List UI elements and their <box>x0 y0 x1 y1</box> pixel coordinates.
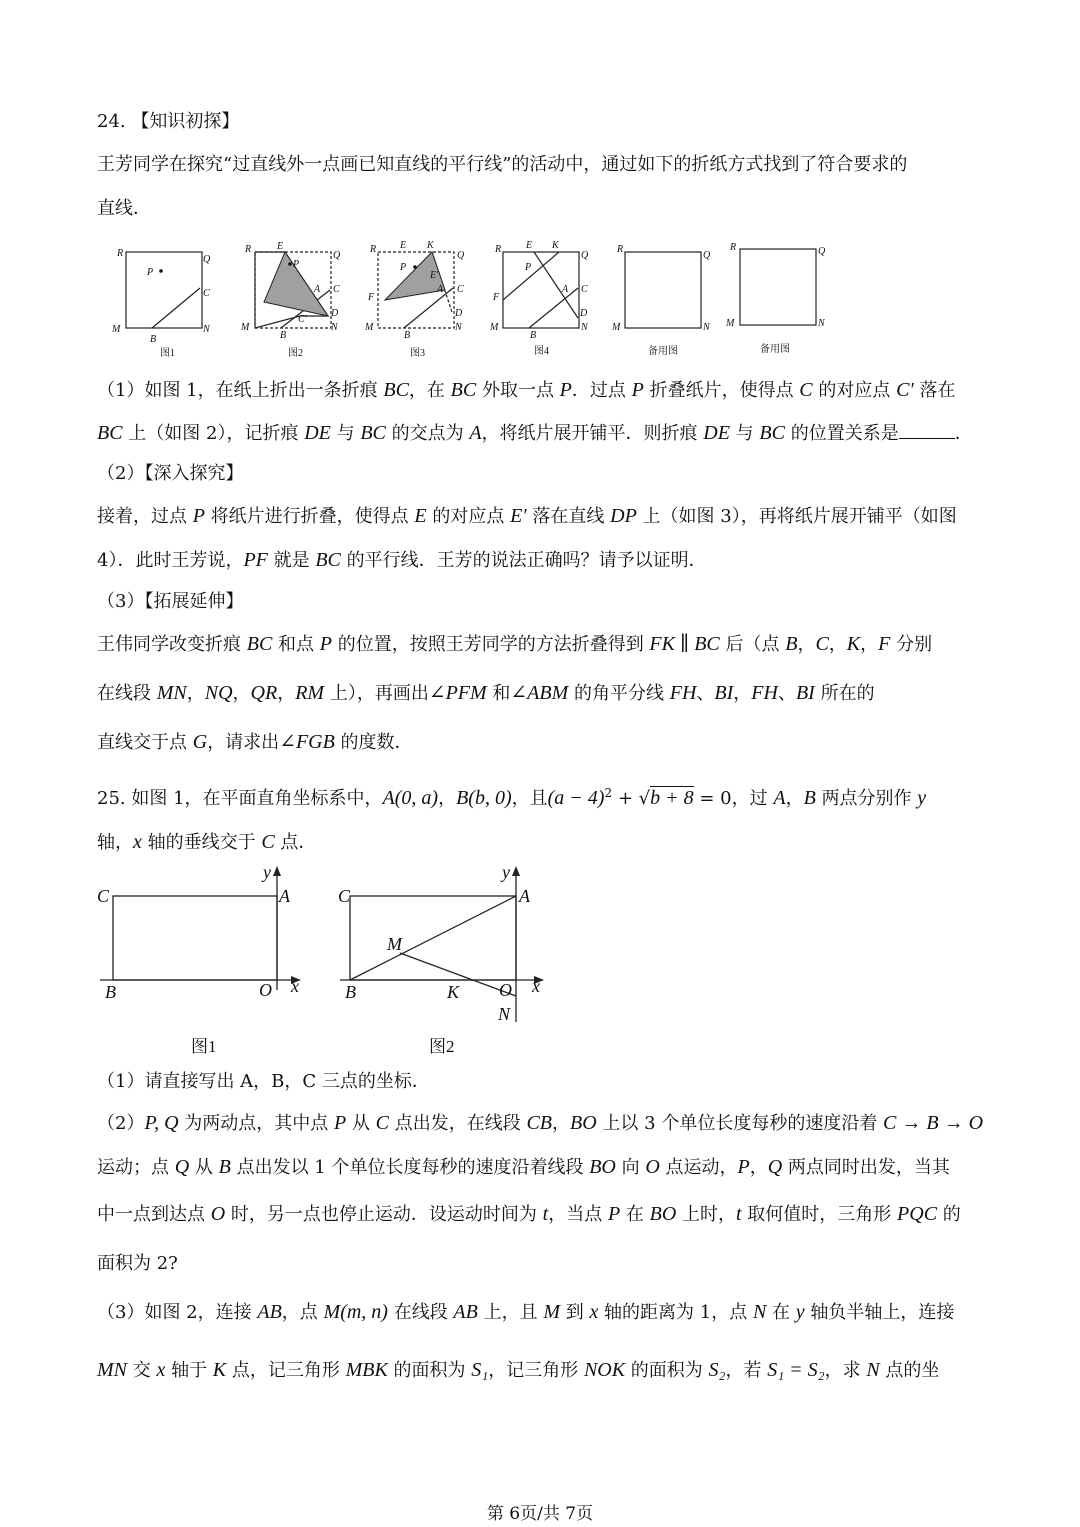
svg-text:图1: 图1 <box>160 348 175 359</box>
svg-text:N: N <box>498 1004 511 1024</box>
svg-text:C: C <box>581 284 588 295</box>
svg-text:F: F <box>368 292 375 303</box>
q25-sub2-line3: 中一点到达点 O 时，另一点也停止运动．设运动时间为 t，当点 P 在 BO 上时，t 取何值时，三角形 PQC 的 <box>97 1203 961 1225</box>
spare-square-2 <box>740 249 816 325</box>
fig1-square <box>126 252 202 328</box>
q24-intro-line1: 王芳同学在探究“过直线外一点画已知直线的平行线”的活动中，通过如下的折纸方式找到了符合要求的 <box>97 154 908 175</box>
svg-text:备用图: 备用图 <box>648 346 678 357</box>
q24-part3-line3: 直线交于点 G，请求出∠FGB 的度数． <box>97 731 413 753</box>
q24-header <box>97 110 239 134</box>
q24-intro-line2: 直线． <box>97 198 151 219</box>
svg-text:E: E <box>400 240 407 251</box>
q25-figures <box>95 862 565 1062</box>
svg-text:C: C <box>203 288 210 299</box>
svg-text:K: K <box>427 240 434 251</box>
svg-text:M: M <box>241 322 250 333</box>
svg-text:C: C <box>338 886 351 906</box>
q24-part2-line2: 4）．此时王芳说，PF 就是 BC 的平行线．王芳的说法正确吗？请予以证明． <box>97 549 707 571</box>
svg-text:A: A <box>279 886 290 906</box>
svg-text:R: R <box>370 244 377 255</box>
fig2-point-p <box>288 262 292 266</box>
svg-text:E′: E′ <box>430 270 439 281</box>
svg-text:E: E <box>526 240 533 251</box>
fig1-y-arrow <box>273 866 281 876</box>
svg-text:C: C <box>457 284 464 295</box>
svg-text:图2: 图2 <box>429 1037 455 1056</box>
svg-text:D: D <box>580 308 588 319</box>
fig4-line-de <box>534 252 578 318</box>
svg-text:R: R <box>117 248 124 259</box>
svg-text:C: C <box>333 284 340 295</box>
svg-text:M: M <box>112 324 121 335</box>
svg-text:M: M <box>387 934 402 954</box>
q25-sub3-line1: （3）如图 2，连接 AB，点 M(m, n) 在线段 AB 上，且 M 到 x 轴的距离为 1，点 N 在 y 轴负半轴上，连接 <box>97 1301 955 1323</box>
svg-text:图1: 图1 <box>191 1037 217 1056</box>
svg-text:B: B <box>404 330 411 341</box>
svg-text:D: D <box>455 308 463 319</box>
svg-text:备用图: 备用图 <box>760 344 790 355</box>
q25-sub3-line2: MN 交 x 轴于 K 点，记三角形 MBK 的面积为 S₁，记三角形 NOK 的面积为 S₂，若 S₁ = S₂，求 N 点的坐 <box>97 1359 940 1381</box>
answer-blank[interactable] <box>899 422 955 439</box>
svg-text:Q: Q <box>581 250 589 261</box>
fig3-point-p <box>413 265 417 269</box>
svg-text:N: N <box>581 322 588 333</box>
svg-text:Q: Q <box>703 250 711 261</box>
svg-text:B: B <box>530 330 537 341</box>
q25-line1: 25. 如图 1，在平面直角坐标系中，A(0, a)，B(b, 0)，且$(a - 4)^2 + √b + 8 = 0$，过 A，B 两点分别作 y <box>97 786 927 809</box>
question-number: 24. <box>97 111 126 132</box>
q24-part1-line1: （1）如图 1，在纸上折出一条折痕 BC，在 BC 外取一点 P．过点 P 折叠纸片，使得点 C 的对应点 C′ 落在 <box>97 379 956 401</box>
svg-text:O: O <box>259 980 272 1000</box>
svg-text:P: P <box>293 259 300 270</box>
svg-text:C′: C′ <box>298 314 307 325</box>
svg-text:K: K <box>447 982 460 1002</box>
svg-text:M: M <box>726 318 735 329</box>
svg-text:B: B <box>280 330 287 341</box>
svg-text:O: O <box>499 980 512 1000</box>
fig1-rect <box>113 896 277 980</box>
q25-sub1: （1）请直接写出 A，B，C 三点的坐标． <box>97 1071 430 1092</box>
svg-text:K: K <box>552 240 559 251</box>
spare-square-1 <box>625 252 701 328</box>
q24-part2-tag: （2）【深入探究】 <box>97 463 244 484</box>
svg-text:R: R <box>730 242 737 253</box>
svg-text:A: A <box>562 284 569 295</box>
svg-text:M: M <box>612 322 621 333</box>
svg-text:N: N <box>455 322 462 333</box>
svg-text:x: x <box>291 976 299 996</box>
svg-text:R: R <box>495 244 502 255</box>
svg-text:D: D <box>331 308 339 319</box>
sqrt: √b + 8 <box>638 787 694 809</box>
svg-text:y: y <box>263 862 271 882</box>
question-tag: 【知识初探】 <box>131 111 240 132</box>
svg-text:P: P <box>525 262 532 273</box>
svg-text:x: x <box>532 976 540 996</box>
svg-text:B: B <box>345 982 356 1002</box>
svg-text:Q: Q <box>203 254 211 265</box>
page-footer: 第 6页/共 7页 <box>486 1504 594 1524</box>
svg-text:N: N <box>703 322 710 333</box>
q24-figures <box>100 232 840 362</box>
svg-text:N: N <box>203 324 210 335</box>
svg-text:Q: Q <box>818 246 826 257</box>
svg-text:Q: Q <box>333 250 341 261</box>
q24-part2-line1: 接着，过点 P 将纸片进行折叠，使得点 E 的对应点 E′ 落在直线 DP 上（如图 3），再将纸片展开铺平（如图 <box>97 505 957 527</box>
svg-text:N: N <box>818 318 825 329</box>
svg-text:图2: 图2 <box>288 348 303 359</box>
svg-text:N: N <box>331 322 338 333</box>
q24-part3-tag: （3）【拓展延伸】 <box>97 591 244 612</box>
svg-text:B: B <box>150 334 157 345</box>
q25-sub2-line1: （2）P, Q 为两动点，其中点 P 从 C 点出发，在线段 CB，BO 上以 3 个单位长度每秒的速度沿着 C → B → O <box>97 1112 984 1134</box>
fig2-line-ab <box>350 896 516 980</box>
svg-text:A: A <box>437 284 444 295</box>
svg-text:P: P <box>400 262 407 273</box>
svg-text:R: R <box>245 244 252 255</box>
q24-part3-line2: 在线段 MN，NQ，QR，RM 上），再画出∠PFM 和∠ABM 的角平分线 FH、BI，FH、BI 所在的 <box>97 682 875 704</box>
svg-text:M: M <box>365 322 374 333</box>
q25-sub2-line4: 面积为 2? <box>97 1253 178 1274</box>
fig1-point-p <box>159 269 163 273</box>
fig2-y-arrow <box>512 866 520 876</box>
svg-text:F: F <box>493 292 500 303</box>
svg-text:y: y <box>502 862 510 882</box>
q24-part3-line1: 王伟同学改变折痕 BC 和点 P 的位置，按照王芳同学的方法折叠得到 FK ∥ BC 后（点 B，C，K，F 分别 <box>97 633 933 655</box>
svg-text:P: P <box>147 267 154 278</box>
svg-text:E: E <box>277 241 284 252</box>
q25-sub2-line2: 运动；点 Q 从 B 点出发以 1 个单位长度每秒的速度沿着线段 BO 向 O 点运动，P，Q 两点同时出发，当其 <box>97 1156 950 1178</box>
svg-text:图4: 图4 <box>534 346 549 357</box>
q24-part1-line2: BC 上（如图 2），记折痕 DE 与 BC 的交点为 A，将纸片展开铺平．则折痕 DE 与 BC 的位置关系是 ． <box>97 422 973 444</box>
fig1-line-bc <box>152 288 200 328</box>
svg-text:M: M <box>490 322 499 333</box>
svg-text:C: C <box>97 886 110 906</box>
svg-text:Q: Q <box>457 250 465 261</box>
svg-text:图3: 图3 <box>410 348 425 359</box>
q25-line2: 轴，x 轴的垂线交于 C 点． <box>97 831 317 853</box>
svg-text:A: A <box>314 284 321 295</box>
svg-text:R: R <box>617 244 624 255</box>
svg-text:A: A <box>519 886 530 906</box>
svg-text:B: B <box>105 982 116 1002</box>
